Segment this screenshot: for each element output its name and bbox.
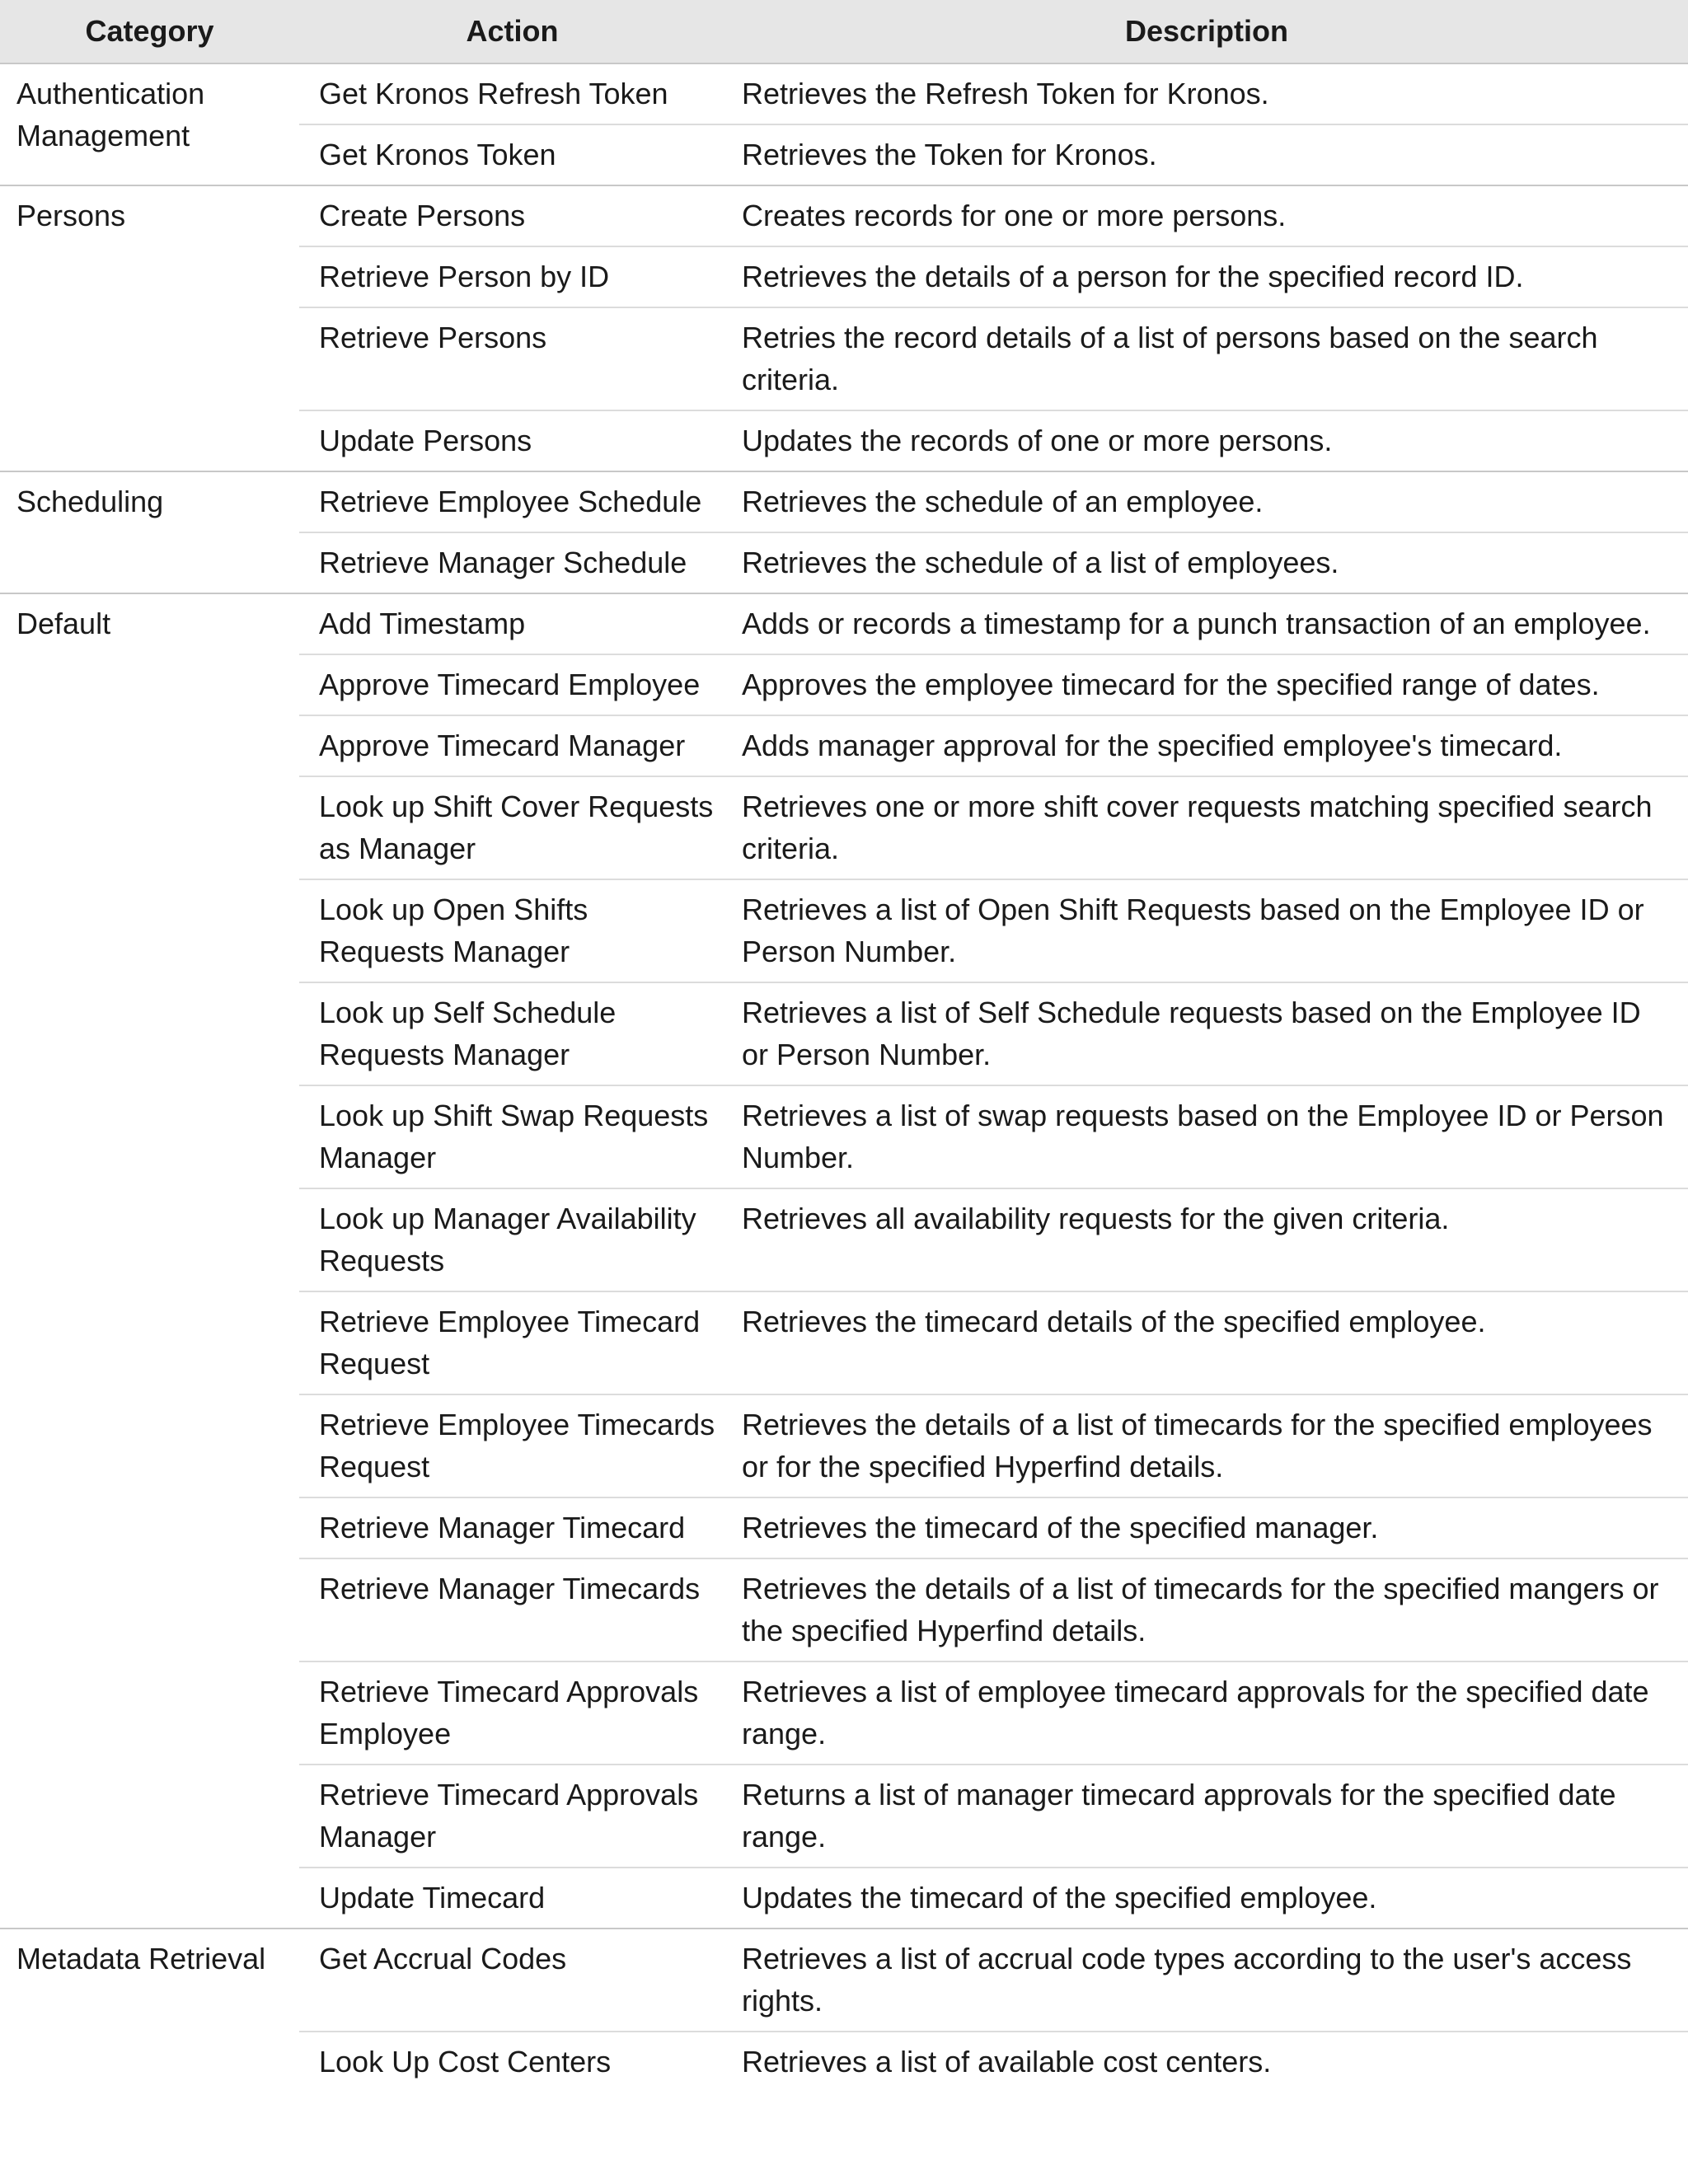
description-cell: Retrieves the Token for Kronos. [725, 124, 1688, 185]
action-cell: Get Kronos Refresh Token [299, 63, 725, 124]
description-cell: Retrieves the details of a list of timecards for the specified employees or for the specified Hyperfind details. [725, 1394, 1688, 1497]
description-cell: Retrieves all availability requests for the given criteria. [725, 1188, 1688, 1291]
table-body [0, 63, 1688, 2092]
action-cell: Update Timecard [299, 1868, 725, 1929]
description-cell: Retrieves a list of swap requests based on the Employee ID or Person Number. [725, 1085, 1688, 1188]
action-cell: Create Persons [299, 185, 725, 246]
action-cell: Look up Manager Availability Requests [299, 1188, 725, 1291]
action-cell: Look Up Cost Centers [299, 2032, 725, 2092]
action-column-header: Action [299, 0, 725, 63]
action-cell: Add Timestamp [299, 593, 725, 654]
category-cell: Persons [0, 185, 299, 471]
table-row [0, 1929, 1688, 2032]
category-cell: Default [0, 593, 299, 1929]
table-row [0, 471, 1688, 532]
action-cell: Retrieve Employee Schedule [299, 471, 725, 532]
table-header-row [0, 0, 1688, 63]
description-cell: Retrieves a list of Open Shift Requests based on the Employee ID or Person Number. [725, 879, 1688, 982]
description-cell: Creates records for one or more persons. [725, 185, 1688, 246]
description-cell: Retrieves a list of accrual code types according to the user's access rights. [725, 1929, 1688, 2032]
description-cell: Updates the records of one or more persons. [725, 410, 1688, 471]
action-cell: Retrieve Timecard Approvals Employee [299, 1661, 725, 1765]
description-cell: Retrieves the timecard of the specified manager. [725, 1497, 1688, 1558]
description-cell: Updates the timecard of the specified employee. [725, 1868, 1688, 1929]
action-cell: Retrieve Timecard Approvals Manager [299, 1765, 725, 1868]
action-cell: Approve Timecard Manager [299, 715, 725, 776]
category-cell: Scheduling [0, 471, 299, 593]
table-row [0, 63, 1688, 124]
description-cell: Retries the record details of a list of persons based on the search criteria. [725, 307, 1688, 410]
description-cell: Retrieves the details of a list of timecards for the specified mangers or the specified Hyperfind details. [725, 1558, 1688, 1661]
action-cell: Get Kronos Token [299, 124, 725, 185]
description-cell: Adds or records a timestamp for a punch transaction of an employee. [725, 593, 1688, 654]
action-cell: Update Persons [299, 410, 725, 471]
category-column-header: Category [0, 0, 299, 63]
action-cell: Retrieve Employee Timecards Request [299, 1394, 725, 1497]
category-cell: Metadata Retrieval [0, 1929, 299, 2092]
description-cell: Retrieves the timecard details of the specified employee. [725, 1291, 1688, 1394]
description-cell: Retrieves a list of Self Schedule requests based on the Employee ID or Person Number. [725, 982, 1688, 1085]
action-cell: Retrieve Persons [299, 307, 725, 410]
description-cell: Retrieves the schedule of an employee. [725, 471, 1688, 532]
description-cell: Retrieves one or more shift cover requests matching specified search criteria. [725, 776, 1688, 879]
description-cell: Approves the employee timecard for the specified range of dates. [725, 654, 1688, 715]
action-cell: Retrieve Manager Schedule [299, 532, 725, 593]
description-cell: Retrieves a list of employee timecard approvals for the specified date range. [725, 1661, 1688, 1765]
description-cell: Adds manager approval for the specified employee's timecard. [725, 715, 1688, 776]
action-cell: Look up Shift Swap Requests Manager [299, 1085, 725, 1188]
description-cell: Retrieves the Refresh Token for Kronos. [725, 63, 1688, 124]
description-cell: Retrieves a list of available cost centers. [725, 2032, 1688, 2092]
description-cell: Returns a list of manager timecard approvals for the specified date range. [725, 1765, 1688, 1868]
action-cell: Retrieve Manager Timecard [299, 1497, 725, 1558]
description-cell: Retrieves the schedule of a list of employees. [725, 532, 1688, 593]
description-cell: Retrieves the details of a person for the specified record ID. [725, 246, 1688, 307]
action-cell: Get Accrual Codes [299, 1929, 725, 2032]
table-row [0, 593, 1688, 654]
action-cell: Retrieve Manager Timecards [299, 1558, 725, 1661]
action-cell: Retrieve Employee Timecard Request [299, 1291, 725, 1394]
action-cell: Look up Open Shifts Requests Manager [299, 879, 725, 982]
category-cell: Authentication Management [0, 63, 299, 185]
action-cell: Approve Timecard Employee [299, 654, 725, 715]
action-cell: Retrieve Person by ID [299, 246, 725, 307]
action-cell: Look up Shift Cover Requests as Manager [299, 776, 725, 879]
description-column-header: Description [725, 0, 1688, 63]
action-cell: Look up Self Schedule Requests Manager [299, 982, 725, 1085]
table-row [0, 185, 1688, 246]
